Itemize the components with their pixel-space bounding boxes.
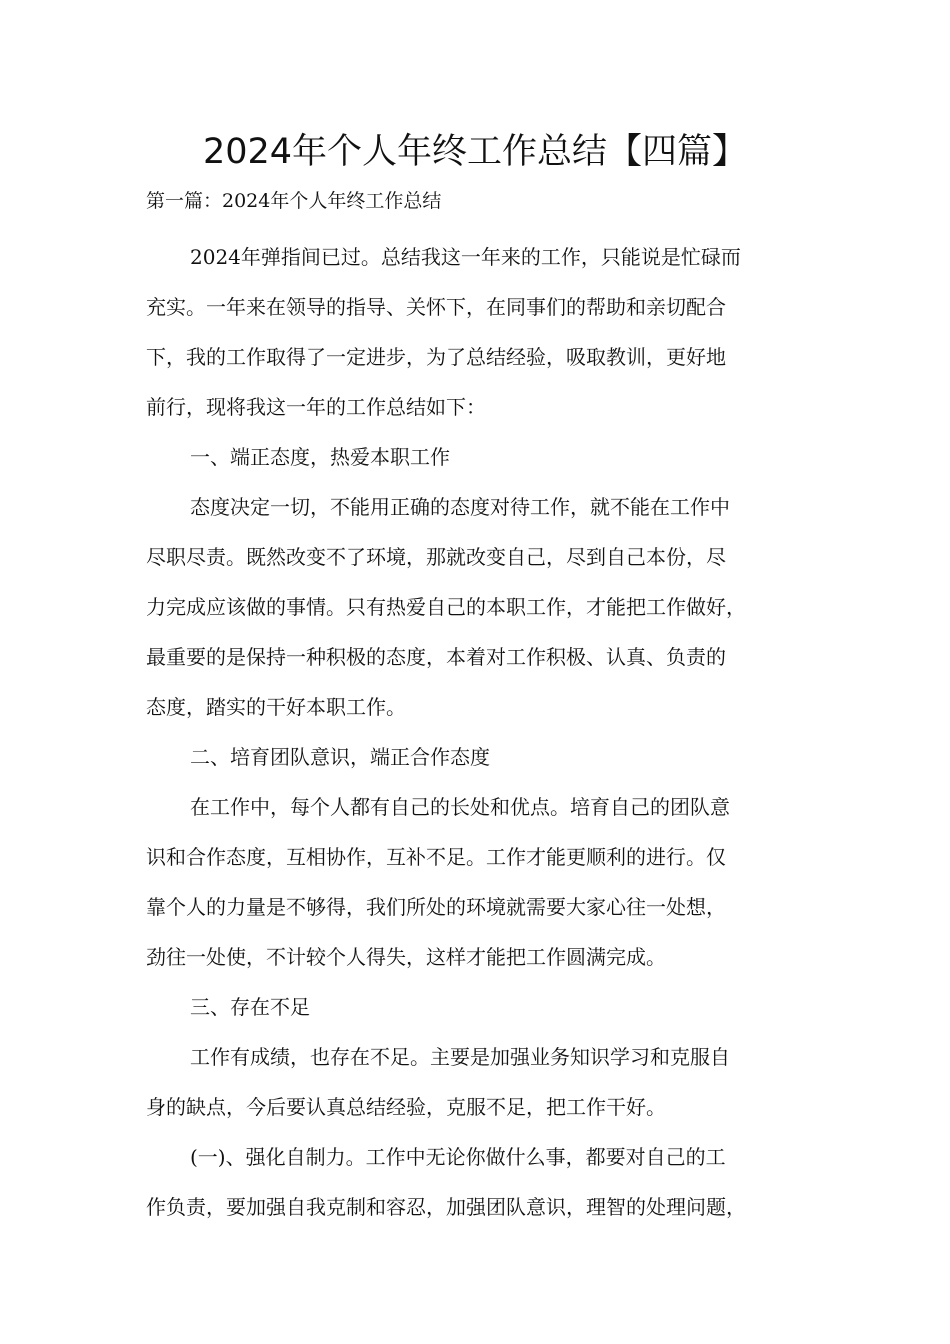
paragraph-line: 靠个人的力量是不够得，我们所处的环境就需要大家心往一处想， — [146, 895, 726, 919]
paragraph-line: 最重要的是保持一种积极的态度，本着对工作积极、认真、负责的 — [146, 645, 726, 669]
paragraph-line: 力完成应该做的事情。只有热爱自己的本职工作，才能把工作做好， — [146, 595, 746, 619]
section-heading: 二、培育团队意识，端正合作态度 — [190, 745, 490, 769]
paragraph-line: 2024年弹指间已过。总结我这一年来的工作，只能说是忙碌而 — [190, 245, 741, 269]
document-title: 2024年个人年终工作总结【四篇】 — [202, 132, 748, 172]
paragraph-line: 在工作中，每个人都有自己的长处和优点。培育自己的团队意 — [190, 795, 730, 819]
paragraph-line: 识和合作态度，互相协作，互补不足。工作才能更顺利的进行。仅 — [146, 845, 726, 869]
paragraph-line: 劲往一处使，不计较个人得失，这样才能把工作圆满完成。 — [146, 945, 666, 969]
paragraph-line: 尽职尽责。既然改变不了环境，那就改变自己，尽到自己本份，尽 — [146, 545, 726, 569]
paragraph-line: 前行，现将我这一年的工作总结如下： — [146, 395, 486, 419]
paragraph-line: 态度，踏实的干好本职工作。 — [146, 695, 406, 719]
paragraph-line: 充实。一年来在领导的指导、关怀下，在同事们的帮助和亲切配合 — [146, 295, 726, 319]
section-heading: 一、端正态度，热爱本职工作 — [190, 445, 450, 469]
paragraph-line: 下，我的工作取得了一定进步，为了总结经验，吸取教训，更好地 — [146, 345, 726, 369]
section-heading: 三、存在不足 — [190, 995, 310, 1019]
paragraph-line: 身的缺点，今后要认真总结经验，克服不足，把工作干好。 — [146, 1095, 666, 1119]
paragraph-line: 工作有成绩，也存在不足。主要是加强业务知识学习和克服自 — [190, 1045, 730, 1069]
paragraph-line: (一)、强化自制力。工作中无论你做什么事，都要对自己的工 — [190, 1145, 726, 1169]
document-body — [146, 232, 812, 1232]
document-subtitle: 第一篇：2024年个人年终工作总结 — [146, 190, 442, 212]
paragraph-line: 作负责，要加强自我克制和容忍，加强团队意识，理智的处理问题， — [146, 1195, 746, 1219]
paragraph-line: 态度决定一切，不能用正确的态度对待工作，就不能在工作中 — [190, 495, 730, 519]
